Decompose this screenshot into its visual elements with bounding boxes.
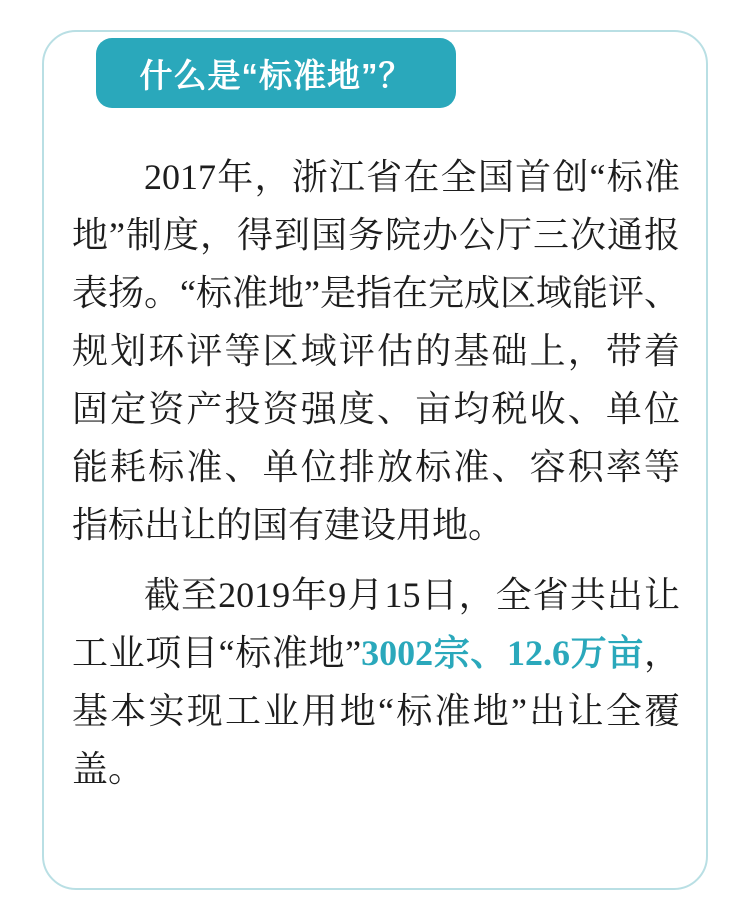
body-text	[72, 148, 680, 798]
paragraph-2-segment-3: ，基本实现工业用地“标准地”出让全覆盖。	[72, 633, 680, 789]
paragraph-2-highlight: 3002宗、12.6万亩	[361, 633, 644, 673]
section-title-text: 什么是“标准地”？	[139, 56, 413, 94]
paragraph-1-segment-1: 2017年，浙江省在全国首创“标准地”制度，得到国务院办公厅三次通报表扬。“标准地”是指在完成区域能评、规划环评等区域评估的基础上，带着固定资产投资强度、亩均税收、单位能耗标准、单位排放标准、容积率等指标出让的国有建设用地。	[72, 157, 680, 545]
paragraph-1	[72, 148, 680, 554]
bottom-edge-accent	[44, 889, 706, 892]
section-title-badge	[96, 38, 456, 108]
paragraph-2-segment-1: 截至2019年9月15日，全省共出让工业项目“标准地”	[72, 575, 680, 673]
paragraph-2	[72, 566, 680, 798]
